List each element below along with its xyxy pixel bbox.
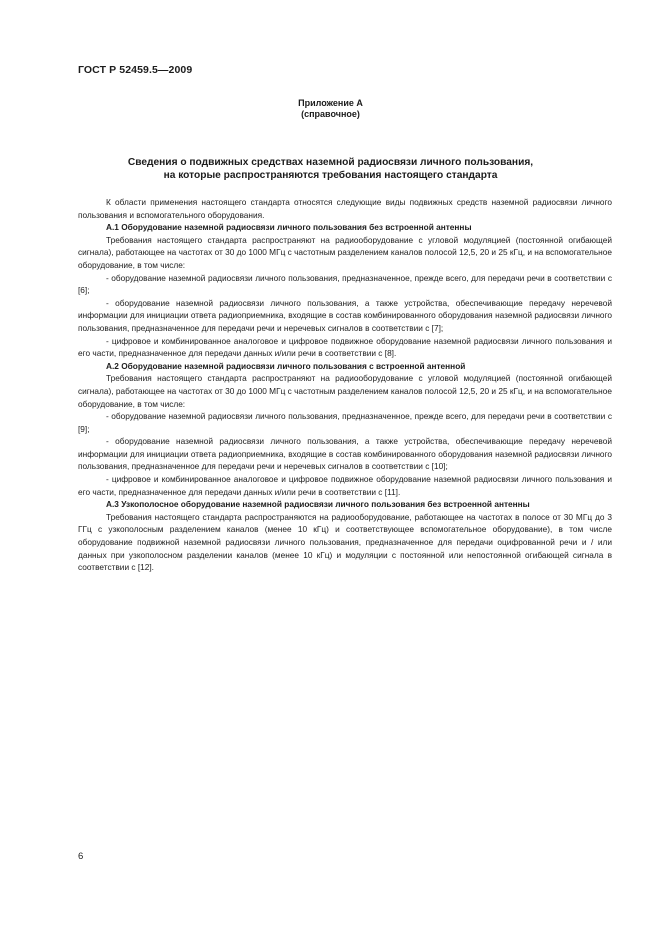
section-a1-list-item: - оборудование наземной радиосвязи личного пользования, а также устройства, обеспечивающие передачу неречевой информации для инициации ответа радиоприемника, входящие в состав комбинированного оборудования наземной радиосвязи личного пользования, предназначенное для передачи речи и неречевых сигналов в соответствии с [7]; — [78, 297, 612, 333]
document-id-header: ГОСТ Р 52459.5—2009 — [78, 64, 193, 76]
section-a2-list-item: - оборудование наземной радиосвязи личного пользования, предназначенное, прежде всего, для передачи речи в соответствии с [9]; — [78, 411, 612, 434]
appendix-label: Приложение А — [298, 98, 363, 108]
section-a2-paragraph: Требования настоящего стандарта распространяют на радиооборудование с угловой модуляцией (постоянной огибающей сигнала), работающее на частотах от 30 до 1000 МГц с частотным разделением каналов полосой 12,5, 20 и 25 кГц, и на вспомогательное оборудование, в том числе: — [78, 373, 612, 409]
section-a3-paragraph: Требования настоящего стандарта распространяются на радиооборудование, работающее на частотах в полосе от 30 МГц до 3 ГГц с узкополосным разделением каналов (менее 10 кГц) и соответствующее вспомогательное оборудование), в том числе оборудование подвижной наземной радиосвязи личного пользования, предназначенное для передачи оцифрованной речи и / или данных при узкополосном разделении каналов (менее 10 кГц) и модуляции с постоянной или непостоянной огибающей сигнала в соответствии с [12]. — [78, 511, 612, 573]
section-a1-list-item: - цифровое и комбинированное аналоговое и цифровое подвижное оборудование наземной радиосвязи личного пользования и его части, предназначенное для передачи данных и/или речи в соответствии с [8]. — [78, 335, 612, 359]
intro-paragraph: К области применения настоящего стандарта относятся следующие виды подвижных средств наземной радиосвязи личного пользования и вспомогательного оборудования. — [78, 197, 612, 220]
section-a1-heading: А.1 Оборудование наземной радиосвязи личного пользования без встроенной антенны — [106, 222, 472, 233]
section-a1-paragraph: Требования настоящего стандарта распространяют на радиооборудование с угловой модуляцией (постоянной огибающей сигнала), работающее на частотах от 30 до 1000 МГц с частотным разделением каналов полосой 12,5, 20 и 25 кГц, и на вспомогательное оборудование, в том числе: — [78, 234, 612, 270]
appendix-type: (справочное) — [301, 109, 360, 119]
section-a3-heading: А.3 Узкополосное оборудование наземной радиосвязи личного пользования без встроенной антенны — [106, 499, 530, 510]
section-a2-list-item: - цифровое и комбинированное аналоговое и цифровое подвижное оборудование наземной радиосвязи личного пользования и его части, предназначенное для передачи данных и/или речи в соответствии с [11]. — [78, 474, 612, 497]
page-number: 6 — [78, 851, 84, 862]
section-a2-list-item: - оборудование наземной радиосвязи личного пользования, а также устройства, обеспечивающие передачу неречевой информации для инициации ответа радиоприемника, входящие в состав комбинированного оборудования наземной радиосвязи личного пользования, предназначенное для передачи речи и неречевых сигналов в соответствии с [10]; — [78, 436, 612, 472]
document-body — [78, 196, 612, 574]
section-a2-heading: А.2 Оборудование наземной радиосвязи личного пользования с встроенной антенной — [106, 360, 466, 371]
section-a1-list-item: - оборудование наземной радиосвязи личного пользования, предназначенное, прежде всего, для передачи речи в соответствии с [6]; — [78, 272, 612, 296]
appendix-title-line-1: Сведения о подвижных средствах наземной радиосвязи личного пользования, — [127, 157, 534, 168]
appendix-title-line-2: на которые распространяются требования настоящего стандарта — [163, 170, 498, 181]
